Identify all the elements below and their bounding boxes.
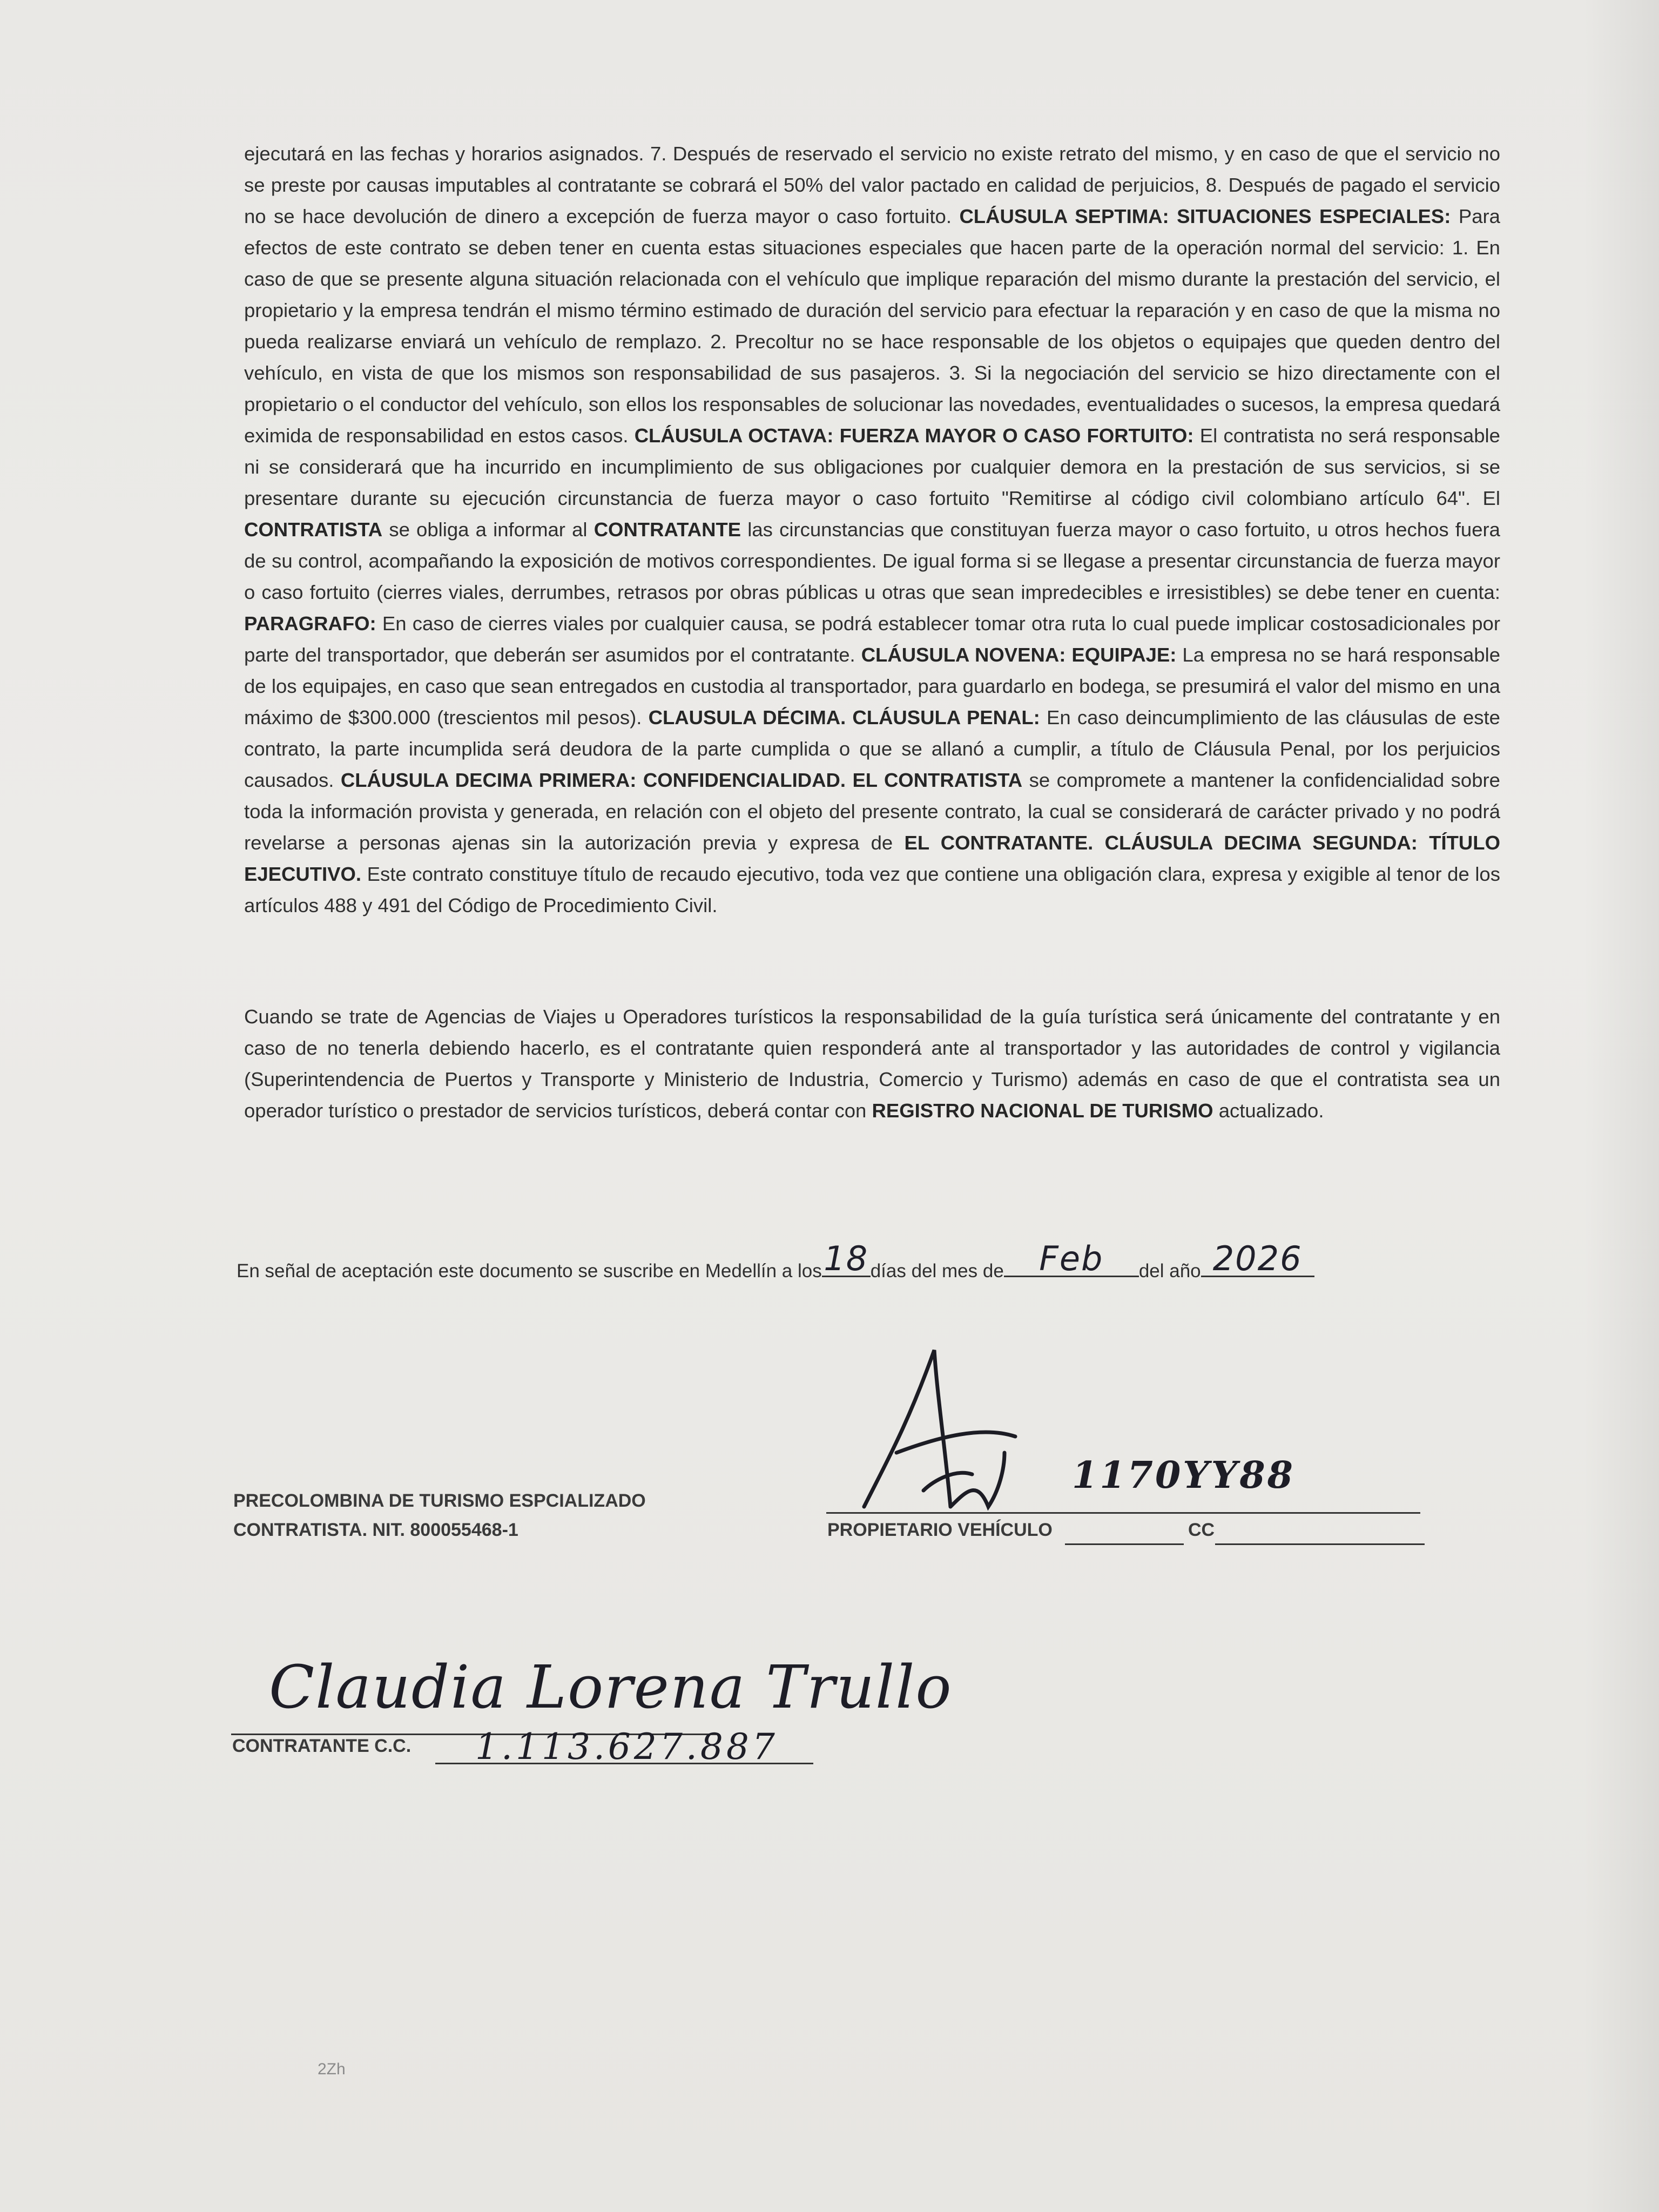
client-cc-handwritten: 1.113.627.887: [475, 1726, 778, 1768]
paragraph-text: Cuando se trate de Agencias de Viajes u Operadores turísticos la responsabilidad de la guía turística será únicamente del contratante y en caso de no tenerla debiendo hacerlo, es el contratante quien responderá ante al transportador y las autoridades de control y vigilancia (Superintendencia de Puertos y Transporte y Ministerio de Industria, Comercio y Turismo) además en caso de que el contratista sea un operador turístico o prestador de servicios turísticos, deberá contar con: [244, 1006, 1500, 1122]
clause-text: Este contrato constituye título de recaudo ejecutivo, toda vez que contiene una obligación clara, expresa y exigible al tenor de los artículos 488 y 491 del Código de Procedimiento Civil.: [244, 863, 1500, 916]
clause-heading-decima-segunda: EL CONTRATANTE. CLÁUSULA DECIMA SEGUNDA: TÍTULO EJECUTIVO.: [244, 832, 1500, 885]
contractor-signature-block: [233, 1486, 646, 1545]
owner-cc-label-block: [1188, 1515, 1215, 1545]
tourism-responsibility-paragraph: [244, 1001, 1500, 1127]
client-label: CONTRATANTE C.C.: [232, 1736, 412, 1756]
client-signature-label: [232, 1731, 411, 1761]
month-handwritten: Feb: [1039, 1239, 1104, 1278]
clause-heading-decima-primera: CLÁUSULA DECIMA PRIMERA: CONFIDENCIALIDAD. EL CONTRATISTA: [340, 769, 1023, 791]
clause-heading-septima: CLÁUSULA SEPTIMA: SITUACIONES ESPECIALES:: [959, 205, 1451, 227]
clause-heading-decima: CLAUSULA DÉCIMA. CLÁUSULA PENAL:: [648, 706, 1040, 729]
owner-cc-label: CC: [1188, 1520, 1215, 1540]
owner-signature-label: [827, 1515, 1053, 1545]
clause-heading-paragrafo: PARAGRAFO:: [244, 612, 376, 635]
clause-keyword-contratista: CONTRATISTA: [244, 518, 383, 541]
clause-text: las circunstancias que constituyan fuerza mayor o caso fortuito, u otros hechos fuera de su control, acompañando la exposición de motivos correspondientes. De igual forma si se llegase a presentar circunstancia de fuerza mayor o caso fortuito (cierres viales, derrumbes, retrasos por obras públicas u otras que sean impredecibles e irresistibles) se debe tener en cuenta:: [244, 518, 1500, 603]
clause-text: El contratista no será responsable ni se considerará que ha incurrido en incumplimiento de sus obligaciones por cualquier demora en la prestación de sus servicios, si se presentare durante su ejecución circunstancia de fuerza mayor o caso fortuito "Remitirse al código civil colombiano artículo 64". El: [244, 424, 1500, 509]
footer-faint-mark: 2Zh: [318, 2060, 346, 2078]
clause-heading-octava: CLÁUSULA OCTAVA: FUERZA MAYOR O CASO FORTUITO:: [634, 424, 1194, 447]
clause-text: La empresa no se hará responsable de los equipajes, en caso que sean entregados en custodia al transportador, para guardarlo en bodega, se presumirá el valor del mismo en una máximo de $300.000 (trescientos mil pesos).: [244, 644, 1500, 729]
client-cc-blank: [435, 1763, 813, 1764]
company-name: PRECOLOMBINA DE TURISMO ESPCIALIZADO: [233, 1491, 646, 1511]
acceptance-line: [237, 1239, 1479, 1286]
acceptance-mid2: del año: [1138, 1260, 1201, 1282]
clause-text: En caso deincumplimiento de las cláusulas de este contrato, la parte incumplida será deudora de la parte cumplida o que se allanó a cumplir, a título de Cláusula Penal, por los perjuicios causados.: [244, 706, 1500, 791]
paragraph-text: actualizado.: [1218, 1100, 1324, 1122]
clause-text: ejecutará en las fechas y horarios asignados. 7. Después de reservado el servicio no existe retrato del mismo, y en caso de que el servicio no se preste por causas imputables al contratante se cobrará el 50% del valor pactado en calidad de perjuicios, 8. Después de pagado el servicio no se hace devolución de dinero a excepción de fuerza mayor o caso fortuito.: [244, 143, 1500, 227]
page-shadow: [1583, 0, 1659, 2212]
clause-text: En caso de cierres viales por cualquier causa, se podrá establecer tomar otra ruta lo cual puede implicar costosadicionales por parte del transportador, que deberán ser asumidos por el contratante.: [244, 612, 1500, 666]
clause-keyword-contratante: CONTRATANTE: [594, 518, 741, 541]
company-nit: CONTRATISTA. NIT. 800055468-1: [233, 1520, 518, 1540]
day-field: [822, 1239, 871, 1278]
owner-signature-line: [826, 1512, 1420, 1514]
owner-name-blank: [1065, 1543, 1184, 1545]
clause-text: Para efectos de este contrato se deben tener en cuenta estas situaciones especiales que hacen parte de la operación normal del servicio: 1. En caso de que se presente alguna situación relacionada con el vehículo que implique reparación del mismo durante la prestación del servicio, el propietario y la empresa tendrán el mismo término estimado de duración del servicio para efectuar la reparación y en caso de que la misma no pueda realizarse enviará un vehículo de remplazo. 2. Precoltur no se hace responsable de los objetos o equipajes que queden dentro del vehículo, en vista de que los mismos son responsabilidad de sus pasajeros. 3. Si la negociación del servicio se hizo directamente con el propietario o el conductor del vehículo, son ellos los responsables de solucionar las novedades, eventualidades o sucesos, la empresa quedará eximida de responsabilidad en estos casos.: [244, 205, 1500, 447]
clause-text: se obliga a informar al: [389, 518, 588, 541]
day-handwritten: 18: [824, 1239, 869, 1278]
acceptance-prefix: En señal de aceptación este documento se suscribe en Medellín a los: [237, 1260, 822, 1282]
clause-heading-novena: CLÁUSULA NOVENA: EQUIPAJE:: [861, 644, 1177, 666]
owner-cc-handwritten: 1170YY88: [1072, 1454, 1295, 1497]
year-field: [1201, 1239, 1314, 1278]
client-name-handwritten: Claudia Lorena Trullo: [269, 1653, 953, 1722]
registry-keyword: REGISTRO NACIONAL DE TURISMO: [872, 1100, 1213, 1122]
clause-text: se compromete a mantener la confidencialidad sobre toda la información provista y generada, en relación con el objeto del presente contrato, la cual se considerará de carácter privado y no podrá revelarse a personas ajenas sin la autorización previa y expresa de: [244, 769, 1500, 854]
year-handwritten: 2026: [1212, 1239, 1303, 1278]
owner-cc-blank: [1215, 1543, 1425, 1545]
contract-clauses-paragraph: [244, 138, 1500, 921]
month-field: [1004, 1239, 1139, 1278]
owner-label: PROPIETARIO VEHÍCULO: [827, 1520, 1053, 1540]
acceptance-mid1: días del mes de: [870, 1260, 1004, 1282]
